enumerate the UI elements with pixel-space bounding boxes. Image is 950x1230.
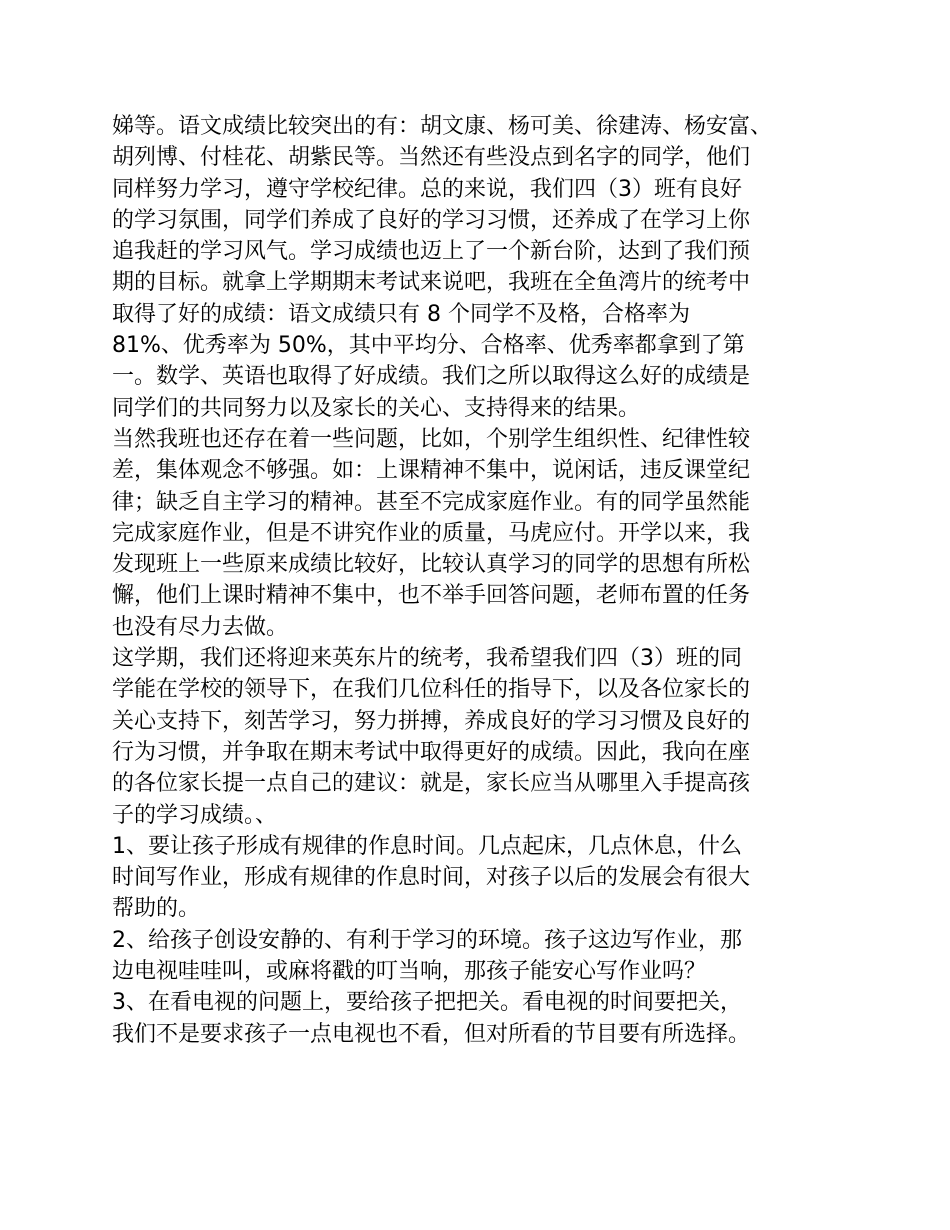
text-line: 当然我班也还存在着一些问题，比如，个别学生组织性、纪律性较: [112, 426, 751, 452]
text-line: 我们不是要求孩子一点电视也不看，但对所看的节目要有所选择。: [112, 1021, 751, 1047]
text-line: 帮助的。: [112, 896, 201, 922]
text-line: 追我赶的学习风气。学习成绩也迈上了一个新台阶，达到了我们预: [112, 239, 751, 265]
text-line: 律；缺乏自主学习的精神。甚至不完成家庭作业。有的同学虽然能: [112, 489, 751, 515]
text-line: 这学期，我们还将迎来英东片的统考，我希望我们四（3）班的同: [112, 646, 742, 672]
text-line: 学能在学校的领导下，在我们几位科任的指导下，以及各位家长的: [112, 677, 751, 703]
text-line: 行为习惯，并争取在期末考试中取得更好的成绩。因此，我向在座: [112, 739, 751, 765]
text-line: 1、要让孩子形成有规律的作息时间。几点起床，几点休息，什么: [112, 833, 742, 859]
text-line: 3、在看电视的问题上，要给孩子把把关。看电视的时间要把关，: [112, 990, 742, 1016]
text-line: 懈，他们上课时精神不集中，也不举手回答问题，老师布置的任务: [112, 583, 751, 609]
text-line: 胡列博、付桂花、胡紫民等。当然还有些没点到名字的同学，他们: [112, 145, 751, 171]
text-line: 同样努力学习，遵守学校纪律。总的来说，我们四（3）班有良好: [112, 176, 742, 202]
text-line: 边电视哇哇叫，或麻将戳的叮当响，那孩子能安心写作业吗？: [112, 959, 707, 985]
text-line: 的各位家长提一点自己的建议：就是，家长应当从哪里入手提高孩: [112, 771, 751, 797]
text-line: 子的学习成绩。、: [112, 802, 278, 828]
text-line: 同学们的共同努力以及家长的关心、支持得来的结果。: [112, 395, 641, 421]
text-line: 取得了好的成绩：语文成绩只有 8 个同学不及格，合格率为: [112, 301, 690, 327]
text-line: 一。数学、英语也取得了好成绩。我们之所以取得这么好的成绩是: [112, 364, 751, 390]
text-line: 娣等。语文成绩比较突出的有：胡文康、杨可美、徐建涛、杨安富、: [112, 114, 773, 139]
text-line: 时间写作业，形成有规律的作息时间，对孩子以后的发展会有很大: [112, 865, 751, 891]
document-body: [112, 111, 842, 1050]
text-line: 81%、优秀率为 50%，其中平均分、合格率、优秀率都拿到了第: [112, 333, 745, 359]
text-line: 也没有尽力去做。: [112, 614, 289, 640]
text-line: 发现班上一些原来成绩比较好，比较认真学习的同学的思想有所松: [112, 552, 751, 578]
text-line: 关心支持下，刻苦学习，努力拼搏，养成良好的学习习惯及良好的: [112, 708, 751, 734]
text-line: 的学习氛围，同学们养成了良好的学习习惯，还养成了在学习上你: [112, 207, 751, 233]
text-line: 2、给孩子创设安静的、有利于学习的环境。孩子这边写作业，那: [112, 927, 742, 953]
text-line: 差，集体观念不够强。如：上课精神不集中，说闲话，违反课堂纪: [112, 458, 751, 484]
text-line: 完成家庭作业，但是不讲究作业的质量，马虎应付。开学以来，我: [112, 520, 751, 546]
text-line: 期的目标。就拿上学期期末考试来说吧，我班在全鱼湾片的统考中: [112, 270, 751, 296]
